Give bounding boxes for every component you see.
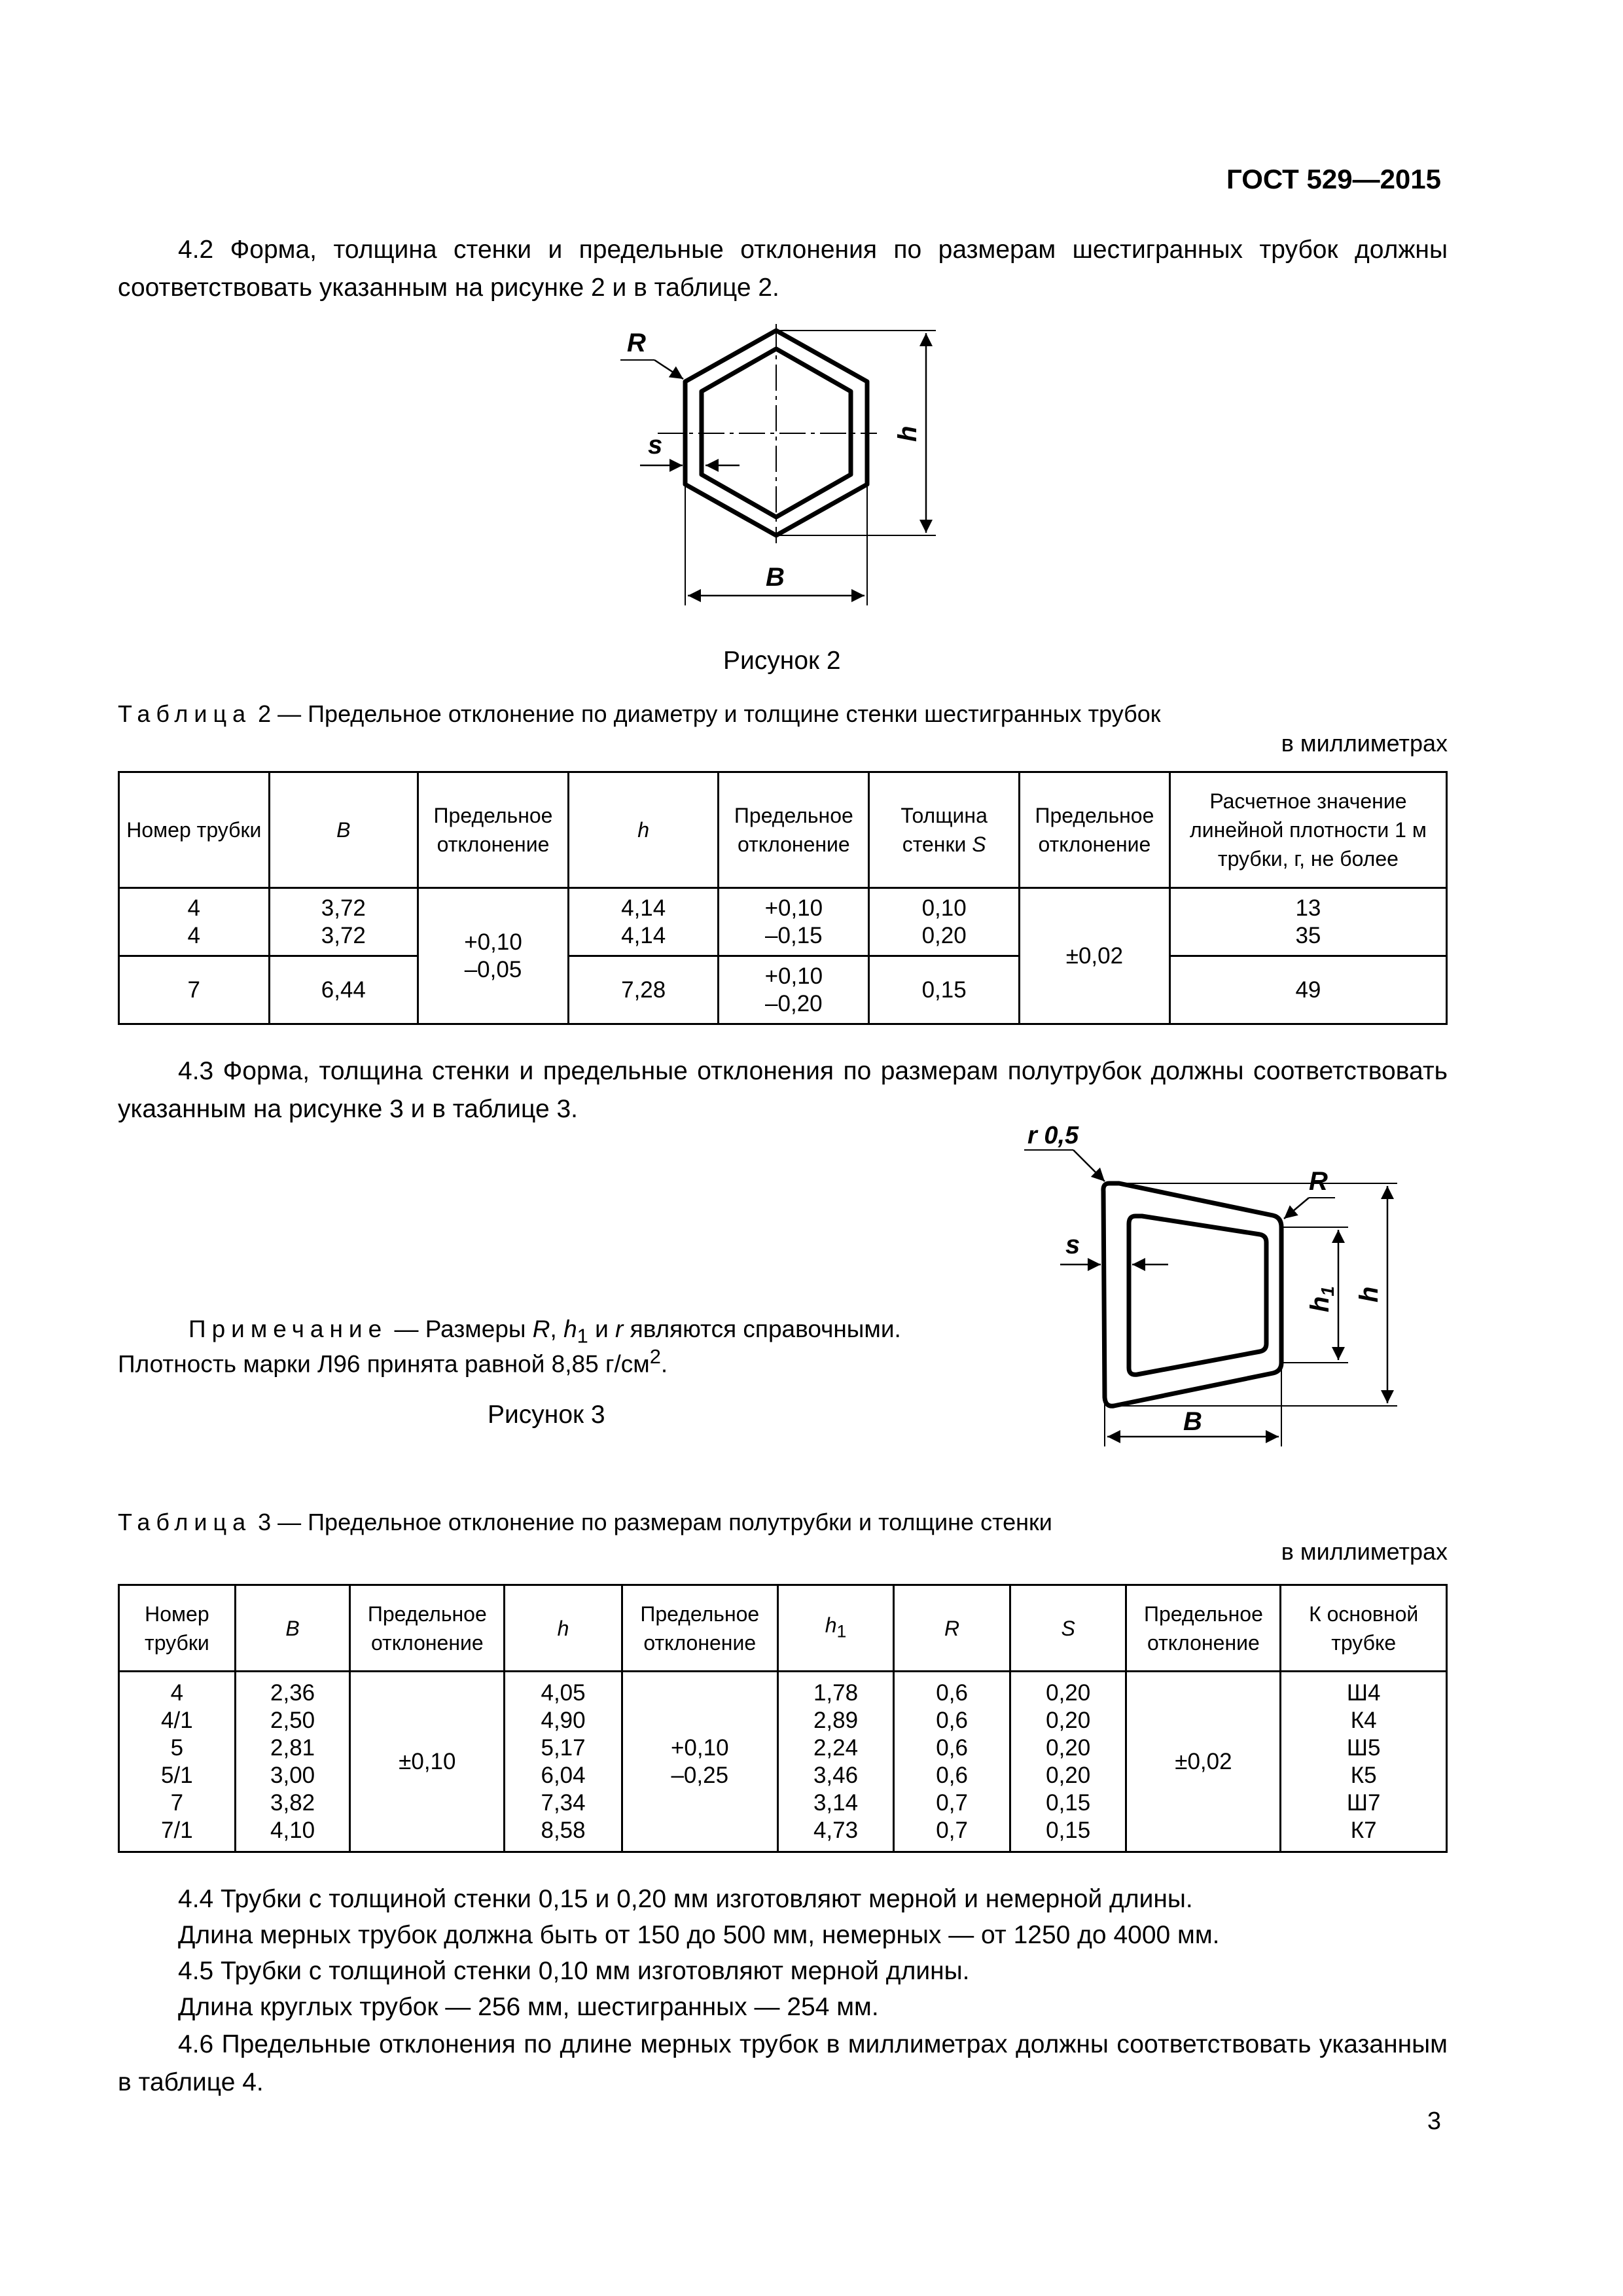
t3-cell-h: 7,34 <box>541 1789 586 1816</box>
t2-ds: ±0,02 <box>1019 888 1169 1024</box>
t3-h-h1-sub: 1 <box>836 1621 847 1641</box>
fig3-label-h1: h <box>1306 1296 1334 1312</box>
t2-r2-den: 49 <box>1169 956 1446 1024</box>
t2-h-dev1: Предельное отклонение <box>418 772 569 888</box>
section-4-3: 4.3 Форма, толщина стенки и предельные отклонения по размерам полутрубок должны соответствовать указанным на рисунке 3 и в таблице 3. <box>118 1057 1448 1123</box>
t3-cell-h1: 4,73 <box>813 1817 859 1843</box>
t3-dB: ±0,10 <box>350 1672 505 1852</box>
t2-r1-s-b: 0,20 <box>921 922 967 948</box>
t3-col-num <box>119 1672 236 1852</box>
t3-cell-B: 2,81 <box>270 1734 315 1761</box>
t2-r1-den-a: 13 <box>1295 895 1321 921</box>
t2-h-density: Расчетное значение линейной плотности 1 м трубки, г, не более <box>1169 772 1446 888</box>
t3-h-base: К основной трубке <box>1281 1585 1447 1672</box>
t2-h-number: Номер трубки <box>119 772 270 888</box>
t3-h-h1-letter: h <box>825 1613 837 1637</box>
t3-cell-h1: 1,78 <box>813 1679 859 1706</box>
t3-cell-h: 5,17 <box>541 1734 586 1761</box>
t3-cell-S: 0,15 <box>1046 1789 1091 1816</box>
t3-col-h <box>505 1672 622 1852</box>
fig3-label-r05: r 0,5 <box>1027 1122 1079 1149</box>
section-4-5-b: Длина круглых трубок — 256 мм, шестигранных — 254 мм. <box>178 1993 879 2021</box>
t2-r1-h-b: 4,14 <box>621 922 666 948</box>
t3-cell-num: 7/1 <box>161 1817 193 1843</box>
t3-h-R: R <box>894 1585 1010 1672</box>
t3-col-R <box>894 1672 1010 1852</box>
table-3-title-rest: 3 — Предельное отклонение по размерам полутрубки и толщине стенки <box>251 1509 1052 1535</box>
t2-r1-den-b: 35 <box>1295 922 1321 948</box>
note-dash: — Размеры <box>387 1316 533 1342</box>
t3-col-h1 <box>777 1672 894 1852</box>
t3-cell-h1: 3,46 <box>813 1762 859 1788</box>
figure-3-note-line2 <box>118 1345 668 1378</box>
note-comma: , <box>550 1316 564 1342</box>
t2-r1-h-a: 4,14 <box>621 895 666 921</box>
t2-r1-num-a: 4 <box>187 895 201 921</box>
table-2-header-row <box>119 772 1447 888</box>
t3-cell-R: 0,6 <box>936 1679 968 1706</box>
note-end: являются справочными. <box>623 1316 901 1342</box>
section-4-5-a: 4.5 Трубки с толщиной стенки 0,10 мм изготовляют мерной длины. <box>178 1957 970 1985</box>
t2-r2-B: 6,44 <box>269 956 418 1024</box>
t3-cell-h1: 2,89 <box>813 1707 859 1733</box>
t3-dh-a: +0,10 <box>670 1734 729 1761</box>
table-2-units: в миллиметрах <box>1281 730 1448 757</box>
note-R: R <box>532 1316 550 1342</box>
table-row <box>119 956 1447 1024</box>
note-r: r <box>615 1316 624 1342</box>
t3-h-h1 <box>777 1585 894 1672</box>
t2-r1-B-b: 3,72 <box>321 922 366 948</box>
table-3-body-row <box>119 1672 1447 1852</box>
table-2-title-rest: 2 — Предельное отклонение по диаметру и толщине стенки шестигранных трубок <box>251 700 1161 727</box>
figure-2-caption: Рисунок 2 <box>723 647 841 675</box>
t2-r2-h: 7,28 <box>568 956 718 1024</box>
svg-text:h1 <box>1306 1286 1338 1312</box>
t2-r1-B-a: 3,72 <box>321 895 366 921</box>
t2-h-h: h <box>568 772 718 888</box>
fig3-label-B: B <box>1183 1407 1202 1436</box>
figure-3-caption: Рисунок 3 <box>488 1401 605 1429</box>
t2-r1-num-b: 4 <box>187 922 201 948</box>
t3-h-number: Номер трубки <box>119 1585 236 1672</box>
table-row <box>119 888 1447 956</box>
t3-cell-num: 5 <box>170 1734 184 1761</box>
t3-cell-R: 0,6 <box>936 1734 968 1761</box>
table-3 <box>118 1584 1448 1853</box>
t3-h-B: B <box>235 1585 350 1672</box>
t2-h-dev3: Предельное отклонение <box>1019 772 1169 888</box>
doc-header-id: ГОСТ 529—2015 <box>1226 164 1441 194</box>
fig2-label-s: s <box>648 431 663 459</box>
fig3-label-h1-group <box>1306 1286 1338 1312</box>
t2-h-wall <box>869 772 1020 888</box>
note-and: и <box>588 1316 616 1342</box>
t3-h-dev3: Предельное отклонение <box>1126 1585 1281 1672</box>
t3-cell-R: 0,7 <box>936 1817 968 1843</box>
fig2-label-R: R <box>627 329 646 357</box>
figure-2-hex-tube <box>589 317 955 625</box>
t2-r1-h <box>568 888 718 956</box>
t2-h-wall-text: Толщина стенки <box>901 804 988 856</box>
figure-3-note <box>188 1316 901 1348</box>
note-h-sub: 1 <box>577 1324 588 1348</box>
t3-cell-h: 4,90 <box>541 1707 586 1733</box>
t3-cell-h1: 3,14 <box>813 1789 859 1816</box>
t3-cell-num: 5/1 <box>161 1762 193 1788</box>
t3-cell-num: 4 <box>170 1679 184 1706</box>
t3-cell-num: 7 <box>170 1789 184 1816</box>
section-4-4-b: Длина мерных трубок должна быть от 150 до 500 мм, немерных — от 1250 до 4000 мм. <box>178 1921 1220 1949</box>
page-number: 3 <box>1427 2108 1441 2135</box>
table-2-title <box>118 700 1161 728</box>
t3-cell-base: Ш4 <box>1346 1679 1381 1706</box>
t2-r1-dh-a: +0,10 <box>764 895 823 921</box>
t3-cell-base: К4 <box>1350 1707 1377 1733</box>
t3-cell-S: 0,20 <box>1046 1707 1091 1733</box>
note-dot: . <box>660 1350 668 1378</box>
note-h: h <box>563 1316 577 1342</box>
t3-cell-num: 4/1 <box>161 1707 193 1733</box>
t2-r2-dh-a: +0,10 <box>764 963 823 989</box>
fig3-label-h: h <box>1355 1286 1383 1302</box>
t3-col-S <box>1010 1672 1126 1852</box>
t3-cell-B: 3,82 <box>270 1789 315 1816</box>
t3-cell-h1: 2,24 <box>813 1734 859 1761</box>
t3-cell-base: К7 <box>1350 1817 1377 1843</box>
note-sup: 2 <box>649 1345 661 1368</box>
t2-r1-s <box>869 888 1020 956</box>
t3-col-base <box>1281 1672 1447 1852</box>
t2-r1-dh-b: –0,15 <box>765 922 823 948</box>
t2-r2-dh <box>719 956 869 1024</box>
t3-cell-h: 6,04 <box>541 1762 586 1788</box>
fig3-label-R: R <box>1309 1167 1328 1196</box>
section-4-4-a: 4.4 Трубки с толщиной стенки 0,15 и 0,20 мм изготовляют мерной и немерной длины. <box>178 1885 1193 1913</box>
t3-cell-base: Ш5 <box>1346 1734 1381 1761</box>
t3-cell-R: 0,6 <box>936 1707 968 1733</box>
t2-dB-a: +0,10 <box>464 929 522 955</box>
note-line2: Плотность марки Л96 принята равной 8,85 г/см <box>118 1350 650 1378</box>
t2-r2-dh-b: –0,20 <box>765 990 823 1016</box>
t2-r1-B <box>269 888 418 956</box>
t2-h-wall-S: S <box>972 833 986 856</box>
t2-dB <box>418 888 569 1024</box>
t3-cell-S: 0,20 <box>1046 1734 1091 1761</box>
t3-cell-R: 0,6 <box>936 1762 968 1788</box>
t3-dh <box>622 1672 777 1852</box>
t3-cell-S: 0,15 <box>1046 1817 1091 1843</box>
t3-cell-h: 8,58 <box>541 1817 586 1843</box>
t2-r2-s: 0,15 <box>869 956 1020 1024</box>
t3-cell-S: 0,20 <box>1046 1679 1091 1706</box>
fig2-label-h: h <box>893 425 922 442</box>
t3-cell-h: 4,05 <box>541 1679 586 1706</box>
t3-cell-base: К5 <box>1350 1762 1377 1788</box>
note-word: Примечание <box>188 1316 388 1342</box>
section-4-2: 4.2 Форма, толщина стенки и предельные отклонения по размерам шестигранных трубок должны соответствовать указанным на рисунке 2 и в таблице 2. <box>118 236 1448 302</box>
figure-3-half-tube <box>1021 1119 1440 1486</box>
t3-col-B <box>235 1672 350 1852</box>
t2-r2-num: 7 <box>119 956 270 1024</box>
t2-r1-dh <box>719 888 869 956</box>
fig3-label-s: s <box>1065 1230 1080 1259</box>
t3-h-dev2: Предельное отклонение <box>622 1585 777 1672</box>
table-3-title <box>118 1509 1052 1536</box>
t3-cell-S: 0,20 <box>1046 1762 1091 1788</box>
t3-cell-B: 4,10 <box>270 1817 315 1843</box>
t3-dS: ±0,02 <box>1126 1672 1281 1852</box>
fig3-label-h1-sub: 1 <box>1317 1285 1338 1297</box>
t3-h-h: h <box>505 1585 622 1672</box>
t3-cell-B: 3,00 <box>270 1762 315 1788</box>
t2-h-B: B <box>269 772 418 888</box>
t2-h-dev2: Предельное отклонение <box>719 772 869 888</box>
t3-cell-R: 0,7 <box>936 1789 968 1816</box>
fig2-label-B: B <box>766 563 785 592</box>
table-3-title-word: Таблица <box>118 1509 252 1535</box>
t3-h-S: S <box>1010 1585 1126 1672</box>
table-3-header-row <box>119 1585 1447 1672</box>
t3-h-dev1: Предельное отклонение <box>350 1585 505 1672</box>
t3-dh-b: –0,25 <box>671 1762 729 1788</box>
table-2 <box>118 771 1448 1025</box>
t3-cell-B: 2,36 <box>270 1679 315 1706</box>
t2-r1-num <box>119 888 270 956</box>
t2-r1-s-a: 0,10 <box>921 895 967 921</box>
t2-dB-b: –0,05 <box>464 956 522 982</box>
table-2-title-word: Таблица <box>118 700 252 727</box>
t3-cell-base: Ш7 <box>1346 1789 1381 1816</box>
t3-cell-B: 2,50 <box>270 1707 315 1733</box>
section-4-6: 4.6 Предельные отклонения по длине мерных трубок в миллиметрах должны соответствовать указанным в таблице 4. <box>118 2030 1448 2096</box>
table-3-units: в миллиметрах <box>1281 1538 1448 1565</box>
t2-r1-den <box>1169 888 1446 956</box>
